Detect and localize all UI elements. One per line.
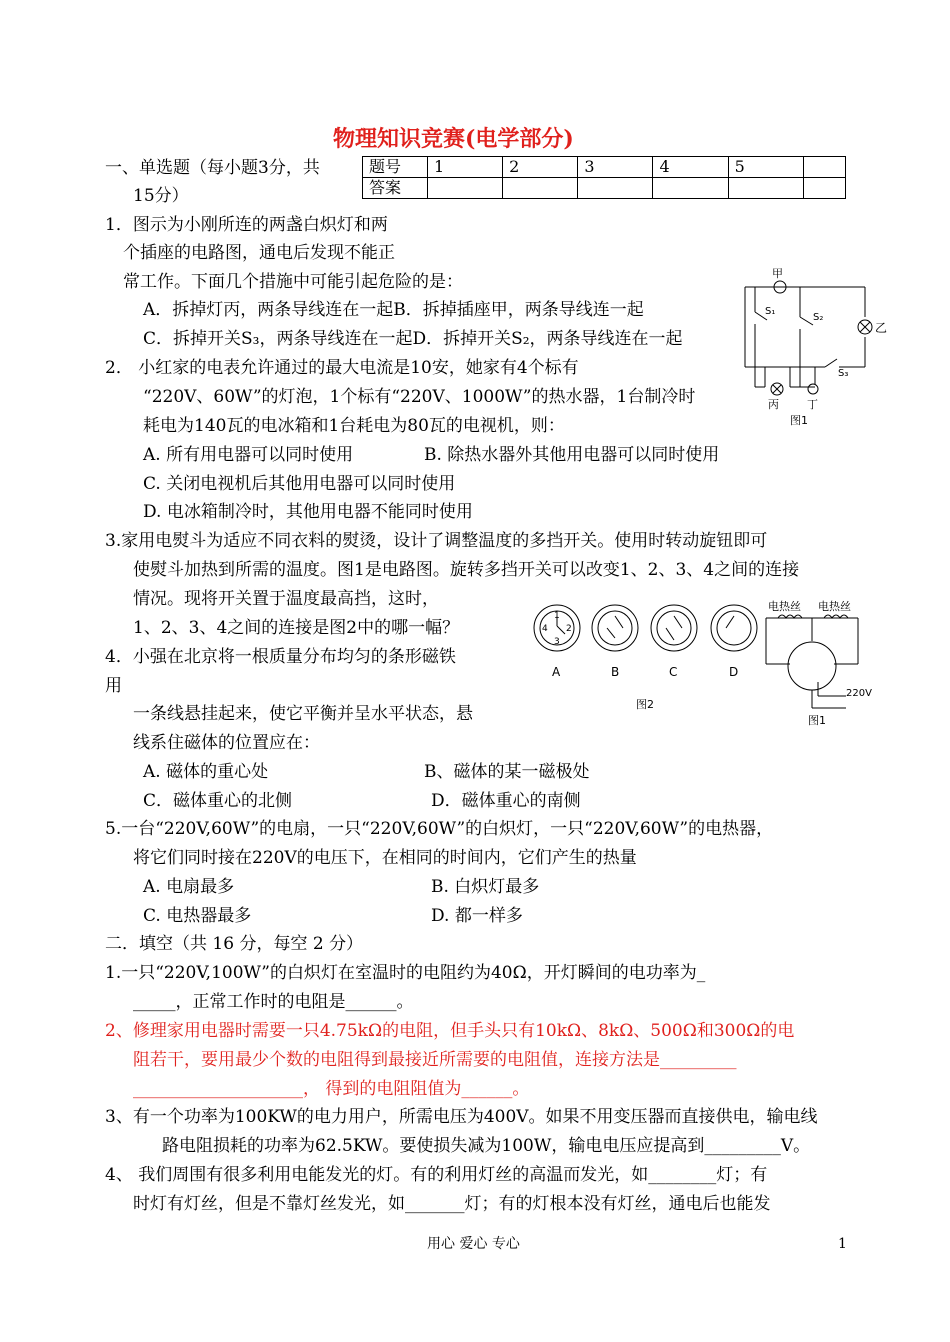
q1-option-ab: A．拆掉灯丙，两条导线连在一起B．拆掉插座甲，两条导线连一起 <box>143 300 644 320</box>
table-cell: 5 <box>728 157 803 178</box>
answer-cell[interactable] <box>803 178 845 199</box>
table-row <box>363 157 846 178</box>
option-label-b: B <box>611 665 620 679</box>
q2-line3: 耗电为140瓦的电冰箱和1台耗电为80瓦的电视机，则： <box>143 416 565 436</box>
footer-motto: 用心 爱心 专心 <box>427 1236 520 1252</box>
fill1-line1: 1.一只“220V,100W”的白炽灯在室温时的电阻约为40Ω，开灯瞬间的电功率为_ <box>105 963 706 983</box>
label-yi: 乙 <box>875 321 888 335</box>
fill2-line1: 2、修理家用电器时需要一只4.75kΩ的电阻，但手头只有10kΩ、8kΩ、500Ω和300Ω的电 <box>105 1021 795 1041</box>
page-number: 1 <box>838 1236 847 1252</box>
q4-option-a: A. 磁体的重心处 <box>143 762 269 782</box>
dial-num: 1 <box>554 611 560 621</box>
dial-num: 3 <box>554 637 560 647</box>
q5-option-a: A. 电扇最多 <box>143 877 235 897</box>
answer-cell[interactable] <box>653 178 728 199</box>
option-label-c: C <box>669 665 678 679</box>
table-cell: 答案 <box>363 178 428 199</box>
fill4-line2: 时灯有灯丝，但是不靠灯丝发光，如_______灯；有的灯根本没有灯丝，通电后也能发 <box>133 1194 771 1214</box>
figure-caption-1: 图1 <box>808 714 826 727</box>
table-row <box>363 178 846 199</box>
q5-line1: 5.一台“220V,60W”的电扇，一只“220V,60W”的白炽灯，一只“220V,60W”的电热器， <box>105 819 774 839</box>
heater-label-2: 电热丝 <box>818 600 851 613</box>
q4-line3: 一条线悬挂起来，使它平衡并呈水平状态，悬 <box>133 704 473 724</box>
q1-line3: 常工作。下面几个措施中可能引起危险的是： <box>123 272 463 292</box>
voltage-label: 220V <box>846 688 872 699</box>
table-cell: 2 <box>503 157 578 178</box>
q2-option-a: A. 所有用电器可以同时使用 <box>143 445 354 465</box>
section2-heading: 二．填空（共 16 分，每空 2 分） <box>105 934 364 954</box>
q3-line3: 情况。现将开关置于温度最高挡，这时， <box>133 589 439 609</box>
option-label-a: A <box>552 665 561 679</box>
table-cell: 题号 <box>363 157 428 178</box>
q2-line1: 2． 小红家的电表允许通过的最大电流是10安，她家有4个标有 <box>105 358 579 378</box>
answer-cell[interactable] <box>728 178 803 199</box>
q5-line2: 将它们同时接在220V的电压下，在相同的时间内，它们产生的热量 <box>133 848 637 868</box>
figure-caption-2: 图2 <box>636 698 654 711</box>
q5-option-b: B. 白炽灯最多 <box>431 877 540 897</box>
switch-figures <box>528 596 890 731</box>
q2-line2: “220V、60W”的灯泡，1个标有“220V、1000W”的热水器，1台制冷时 <box>143 387 696 407</box>
circuit-figure-1 <box>735 262 895 432</box>
option-label-d: D <box>729 665 739 679</box>
fill3-line1: 3、有一个功率为100KW的电力用户，所需电压为400V。如果不用变压器而直接供电，输电线 <box>105 1107 818 1127</box>
table-cell: 3 <box>578 157 653 178</box>
q2-option-c: C. 关闭电视机后其他用电器可以同时使用 <box>143 474 456 494</box>
q4-option-c: C．磁体重心的北侧 <box>143 791 293 811</box>
q3-line1: 3.家用电熨斗为适应不同衣料的熨烫，设计了调整温度的多挡开关。使用时转动旋钮即可 <box>105 531 768 551</box>
label-ding: 丁 <box>807 398 818 411</box>
label-bing: 丙 <box>768 398 779 411</box>
fill4-line1: 4、 我们周围有很多利用电能发光的灯。有的利用灯丝的高温而发光，如________灯；有 <box>105 1165 768 1185</box>
fill2-line3: ____________________， 得到的电阻阻值为______。 <box>133 1079 530 1099</box>
q4-line1: 4．小强在北京将一根质量分布均匀的条形磁铁 <box>105 647 456 667</box>
q3-line2: 使熨斗加热到所需的温度。图1是电路图。旋转多挡开关可以改变1、2、3、4之间的连接 <box>133 560 800 580</box>
section1-heading: 一、单选题（每小题3分，共 <box>105 158 320 178</box>
table-cell: 1 <box>428 157 503 178</box>
section1-heading-cont: 15分） <box>133 186 189 206</box>
dial-num: 2 <box>566 624 572 634</box>
q5-option-c: C. 电热器最多 <box>143 906 252 926</box>
answer-cell[interactable] <box>578 178 653 199</box>
fill2-line2: 阻若干，要用最少个数的电阻得到最接近所需要的电阻值，连接方法是_________ <box>133 1050 737 1070</box>
label-s1: S₁ <box>765 306 776 317</box>
table-cell: 4 <box>653 157 728 178</box>
q2-option-b: B. 除热水器外其他用电器可以同时使用 <box>424 445 720 465</box>
answer-cell[interactable] <box>503 178 578 199</box>
q1-line2: 个插座的电路图，通电后发现不能正 <box>123 243 395 263</box>
q4-line4: 线系住磁体的位置应在： <box>133 733 320 753</box>
label-s3: S₃ <box>838 368 849 379</box>
q4-option-b: B、磁体的某一磁极处 <box>424 762 590 782</box>
q5-option-d: D. 都一样多 <box>431 906 523 926</box>
table-cell <box>803 157 845 178</box>
answer-table <box>362 156 846 199</box>
q4-option-d: D．磁体重心的南侧 <box>431 791 581 811</box>
q1-line1: 1．图示为小刚所连的两盏白炽灯和两 <box>105 215 388 235</box>
label-jia: 甲 <box>772 267 783 280</box>
figure-caption: 图1 <box>790 414 808 427</box>
q3-line4: 1、2、3、4之间的连接是图2中的哪一幅？ <box>133 618 460 638</box>
fill1-line2: _____，正常工作时的电阻是______。 <box>133 992 414 1012</box>
answer-cell[interactable] <box>428 178 503 199</box>
page-title: 物理知识竞赛(电学部分) <box>333 126 574 152</box>
q2-option-d: D. 电冰箱制冷时，其他用电器不能同时使用 <box>143 502 473 522</box>
heater-label-1: 电热丝 <box>768 600 801 613</box>
q1-option-cd: C．拆掉开关S₃，两条导线连在一起D．拆掉开关S₂，两条导线连在一起 <box>143 329 683 349</box>
q4-line2: 用 <box>105 676 122 696</box>
fill3-line2: 路电阻损耗的功率为62.5KW。要使损失减为100W，输电电压应提高到_________V。 <box>162 1136 811 1156</box>
dial-num: 4 <box>542 624 548 634</box>
label-s2: S₂ <box>813 312 824 323</box>
